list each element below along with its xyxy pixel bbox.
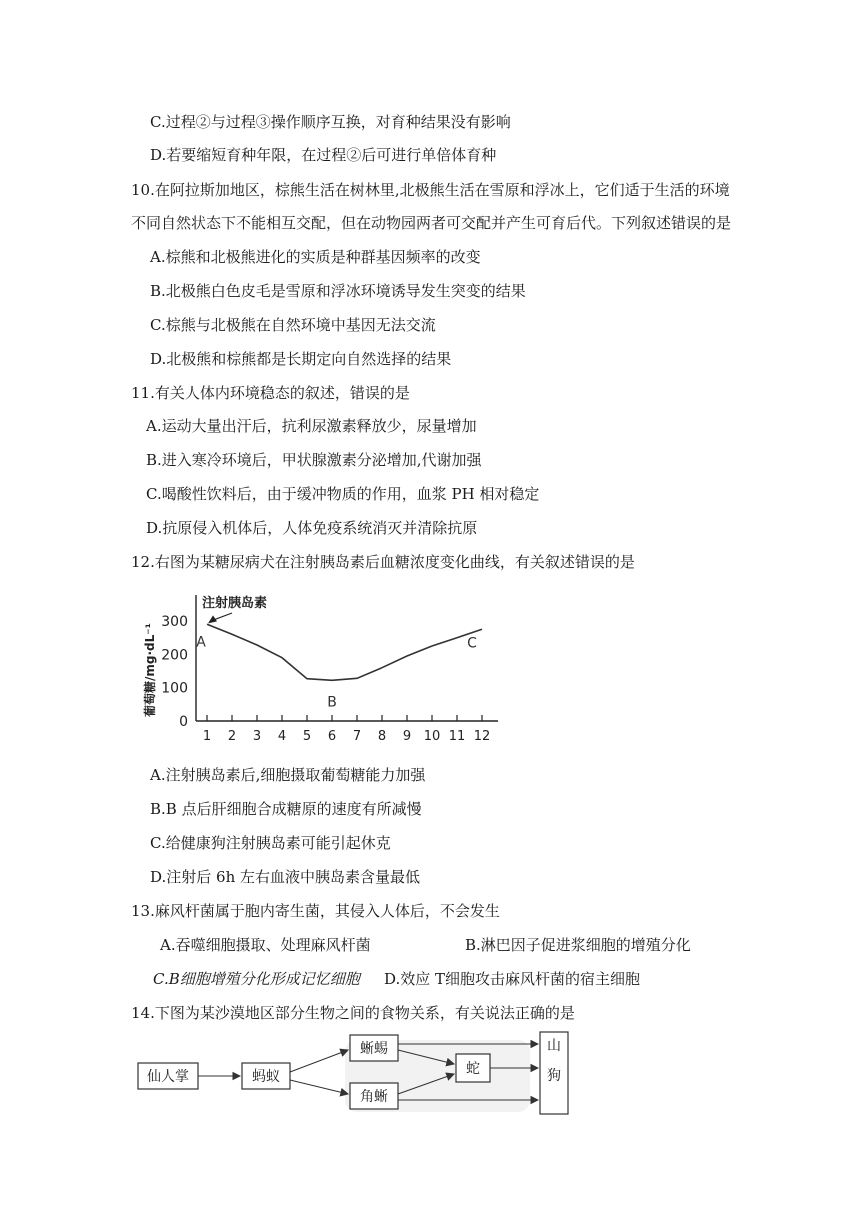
ant-label: 蚂蚁 bbox=[252, 1069, 280, 1085]
q13-option-b: B.淋巴因子促进浆细胞的增殖分化 bbox=[465, 936, 691, 954]
x-tick-label: 2 bbox=[227, 729, 237, 744]
q12-option-a: A.注射胰岛素后,细胞摄取葡萄糖能力加强 bbox=[150, 766, 426, 784]
q11-option-c: C.喝酸性饮料后，由于缓冲物质的作用，血浆 PH 相对稳定 bbox=[146, 485, 540, 503]
glucose-chart bbox=[130, 585, 510, 750]
lizard-label: 蜥蜴 bbox=[360, 1041, 388, 1057]
q12-stem: 12.右图为某糖尿病犬在注射胰岛素后血糖浓度变化曲线，有关叙述错误的是 bbox=[131, 553, 635, 571]
q9-option-d: D.若要缩短育种年限，在过程②后可进行单倍体育种 bbox=[150, 146, 497, 164]
point-label-c: C bbox=[467, 635, 477, 652]
q11-option-a: A.运动大量出汗后，抗利尿激素释放少，尿量增加 bbox=[146, 417, 477, 435]
x-tick-label: 1 bbox=[202, 729, 212, 744]
x-tick-label: 3 bbox=[252, 729, 262, 744]
q13-option-c: C.B细胞增殖分化形成记忆细胞 bbox=[153, 970, 360, 988]
x-tick-label: 12 bbox=[473, 729, 491, 744]
x-tick-label: 11 bbox=[448, 729, 466, 744]
x-tick-label: 10 bbox=[423, 729, 441, 744]
q10-option-d: D.北极熊和棕熊都是长期定向自然选择的结果 bbox=[150, 350, 452, 368]
chart-ticks bbox=[161, 614, 490, 744]
q10-stem-line1: 10.在阿拉斯加地区，棕熊生活在树林里,北极熊生活在雪原和浮冰上，它们适于生活的环境 bbox=[131, 181, 730, 199]
x-tick-label: 6 bbox=[327, 729, 337, 744]
y-axis-label: 葡萄糖/mg·dL⁻¹ bbox=[143, 623, 157, 717]
y-tick-label: 200 bbox=[161, 647, 188, 664]
chart-axes bbox=[196, 595, 498, 721]
y-tick-label: 300 bbox=[161, 614, 188, 630]
food-web-diagram bbox=[130, 1030, 590, 1120]
horned-lizard-label: 角蜥 bbox=[360, 1089, 388, 1105]
q13-stem: 13.麻风杆菌属于胞内寄生菌，其侵入人体后，不会发生 bbox=[131, 902, 500, 920]
arrow-ant-horned-lizard bbox=[290, 1080, 348, 1094]
y-tick-label: 100 bbox=[161, 680, 188, 697]
y-tick-label: 0 bbox=[179, 714, 188, 730]
injection-annotation: 注射胰岛素 bbox=[202, 596, 268, 611]
q10-option-b: B.北极熊白色皮毛是雪原和浮冰环境诱导发生突变的结果 bbox=[150, 282, 526, 300]
chart-labels bbox=[142, 595, 477, 717]
q12-option-b: B.B 点后肝细胞合成糖原的速度有所减慢 bbox=[150, 800, 422, 818]
glucose-curve bbox=[207, 624, 482, 680]
snake-label: 蛇 bbox=[466, 1061, 480, 1077]
cactus-label: 仙人掌 bbox=[147, 1069, 189, 1085]
q14-stem: 14.下图为某沙漠地区部分生物之间的食物关系，有关说法正确的是 bbox=[131, 1004, 575, 1022]
point-label-a: A bbox=[196, 634, 206, 651]
q11-option-d: D.抗原侵入机体后，人体免疫系统消灭并清除抗原 bbox=[146, 519, 478, 537]
point-label-b: B bbox=[327, 694, 337, 711]
coyote-label-bottom: 狗 bbox=[547, 1068, 561, 1084]
q10-stem-line2: 不同自然状态下不能相互交配，但在动物园两者可交配并产生可育后代。下列叙述错误的是 bbox=[131, 214, 732, 232]
q13-option-d: D.效应 T细胞攻击麻风杆菌的宿主细胞 bbox=[384, 970, 641, 988]
q12-option-c: C.给健康狗注射胰岛素可能引起休克 bbox=[150, 834, 391, 852]
chart-series bbox=[207, 624, 482, 680]
x-tick-label: 5 bbox=[302, 729, 312, 744]
q11-stem: 11.有关人体内环境稳态的叙述，错误的是 bbox=[131, 384, 410, 402]
q12-option-d: D.注射后 6h 左右血液中胰岛素含量最低 bbox=[150, 868, 421, 886]
q9-option-c: C.过程②与过程③操作顺序互换，对育种结果没有影响 bbox=[150, 113, 511, 131]
annotation-arrowhead bbox=[208, 615, 217, 623]
q10-option-a: A.棕熊和北极熊进化的实质是种群基因频率的改变 bbox=[150, 248, 481, 266]
x-tick-label: 8 bbox=[377, 729, 387, 744]
q13-option-a: A.吞噬细胞摄取、处理麻风杆菌 bbox=[160, 936, 371, 954]
x-tick-label: 9 bbox=[402, 729, 412, 744]
q10-option-c: C.棕熊与北极熊在自然环境中基因无法交流 bbox=[150, 316, 436, 334]
x-tick-label: 7 bbox=[352, 729, 362, 744]
x-tick-label: 4 bbox=[277, 729, 287, 744]
coyote-label-top: 山 bbox=[547, 1038, 561, 1054]
q11-option-b: B.进入寒冷环境后，甲状腺激素分泌增加,代谢加强 bbox=[146, 451, 482, 469]
arrow-ant-lizard bbox=[290, 1050, 348, 1072]
